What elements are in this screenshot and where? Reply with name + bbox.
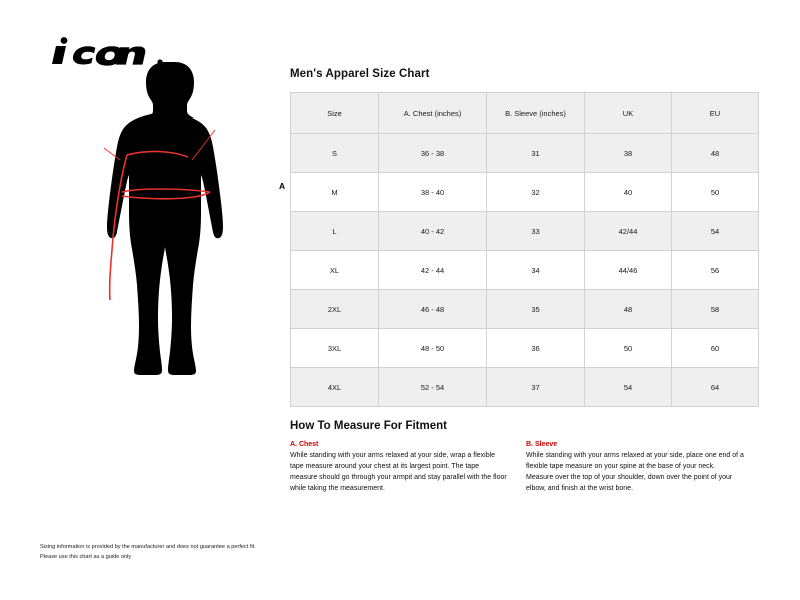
cell-eu: 48 <box>672 134 759 173</box>
cell-chest: 46 - 48 <box>379 290 487 329</box>
cell-chest: 38 - 40 <box>379 173 487 212</box>
cell-size: 4XL <box>291 368 379 407</box>
table-body <box>291 134 759 407</box>
table-row <box>291 329 759 368</box>
table-row <box>291 251 759 290</box>
disclaimer-line-1: Sizing information is provided by the manufacturer and does not guarantee a perfect fit. <box>40 544 256 550</box>
cell-eu: 60 <box>672 329 759 368</box>
measure-label-chest: A. Chest <box>290 441 319 448</box>
callout-label-b: B <box>154 201 161 211</box>
cell-sleeve: 31 <box>487 134 585 173</box>
cell-size: L <box>291 212 379 251</box>
size-chart-table <box>290 92 759 407</box>
page-title: Men's Apparel Size Chart <box>290 68 430 80</box>
cell-eu: 50 <box>672 173 759 212</box>
measure-text-sleeve: While standing with your arms relaxed at your side, place one end of a flexible tape measure on your spine at the base of your neck. Measure over the top of your shoulder, down over the point of your elbow, and finish at the wrist bone. <box>526 452 744 492</box>
measure-instruction-sleeve <box>526 441 744 494</box>
cell-uk: 48 <box>585 290 672 329</box>
column-header-sleeve: B. Sleeve (inches) <box>487 93 585 134</box>
table-header <box>291 93 759 134</box>
cell-uk: 54 <box>585 368 672 407</box>
male-figure-illustration <box>60 60 286 470</box>
cell-sleeve: 33 <box>487 212 585 251</box>
cell-eu: 54 <box>672 212 759 251</box>
cell-sleeve: 36 <box>487 329 585 368</box>
cell-eu: 56 <box>672 251 759 290</box>
cell-uk: 50 <box>585 329 672 368</box>
callout-label-a: A <box>279 181 286 191</box>
column-header-chest: A. Chest (inches) <box>379 93 487 134</box>
cell-eu: 58 <box>672 290 759 329</box>
cell-chest: 42 - 44 <box>379 251 487 290</box>
column-header-size: Size <box>291 93 379 134</box>
table-row <box>291 212 759 251</box>
how-to-measure-title: How To Measure For Fitment <box>290 420 447 432</box>
cell-chest: 36 - 38 <box>379 134 487 173</box>
cell-size: S <box>291 134 379 173</box>
cell-size: 2XL <box>291 290 379 329</box>
cell-chest: 48 - 50 <box>379 329 487 368</box>
disclaimer-line-2: Please use this chart as a guide only <box>40 553 132 560</box>
disclaimer <box>40 543 460 563</box>
cell-sleeve: 34 <box>487 251 585 290</box>
measure-instruction-chest <box>290 441 508 494</box>
measure-label-sleeve: B. Sleeve <box>526 441 558 448</box>
table-row <box>291 134 759 173</box>
cell-chest: 40 - 42 <box>379 212 487 251</box>
table-row <box>291 173 759 212</box>
size-chart-section <box>290 68 758 407</box>
cell-sleeve: 35 <box>487 290 585 329</box>
cell-chest: 52 - 54 <box>379 368 487 407</box>
cell-uk: 38 <box>585 134 672 173</box>
cell-sleeve: 37 <box>487 368 585 407</box>
cell-uk: 40 <box>585 173 672 212</box>
table-row <box>291 368 759 407</box>
cell-size: XL <box>291 251 379 290</box>
table-row <box>291 290 759 329</box>
cell-uk: 44/46 <box>585 251 672 290</box>
table-header-row <box>291 93 759 134</box>
cell-eu: 64 <box>672 368 759 407</box>
measure-text-chest: While standing with your arms relaxed at your side, wrap a flexible tape measure around your chest at its largest point. The tape measure should go through your armpit and stay parallel with the floor while taking the measurement. <box>290 452 507 492</box>
cell-sleeve: 32 <box>487 173 585 212</box>
cell-size: 3XL <box>291 329 379 368</box>
column-header-uk: UK <box>585 93 672 134</box>
how-to-measure-section <box>290 420 760 494</box>
cell-uk: 42/44 <box>585 212 672 251</box>
column-header-eu: EU <box>672 93 759 134</box>
cell-size: M <box>291 173 379 212</box>
